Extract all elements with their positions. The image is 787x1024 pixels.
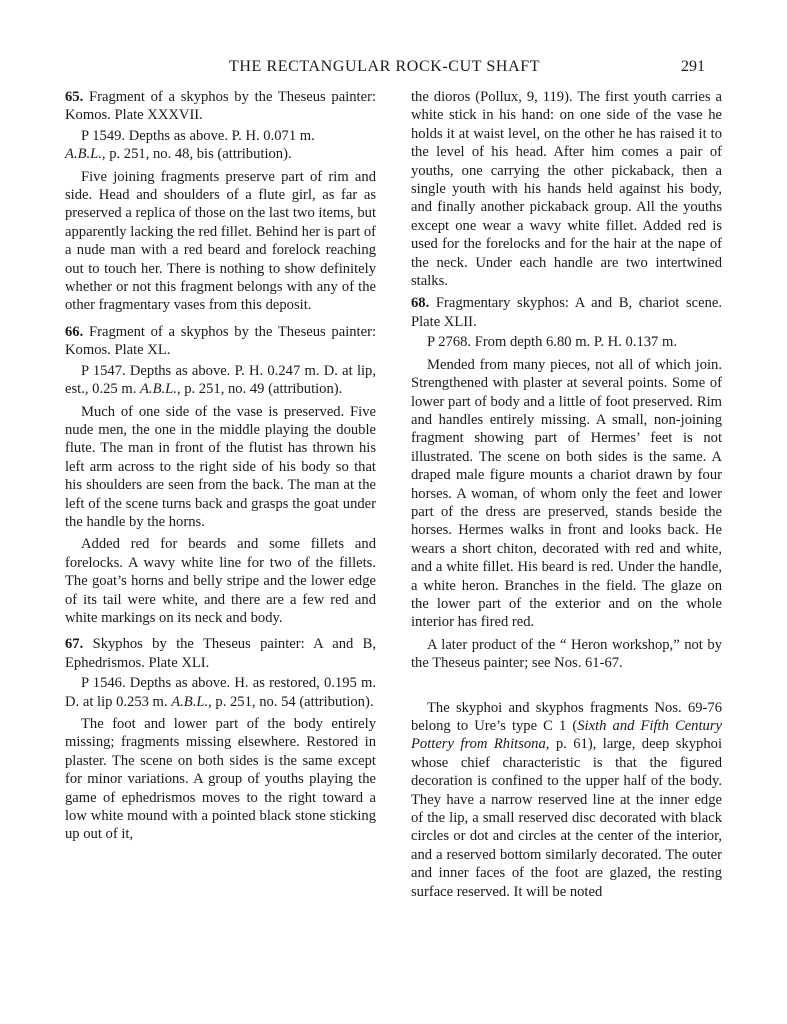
- entry-heading: [65, 635, 376, 672]
- entry-description: Five joining fragments preserve part of rim and side. Head and shoulders of a flute girl, as far as preserved a replica of those on the last two items, but apparently lacking the red fillet. Behind her is part of a nude man with a red beard and forelock reaching out to touch her. There is nothing to show definitely whether or not this fragment belongs with any of the other fragmentary vases from this deposit.: [65, 168, 376, 314]
- catalogue-entry-65: [65, 88, 376, 315]
- entry-heading: [65, 323, 376, 360]
- right-column: [411, 88, 722, 905]
- book-title: Sixth and Fifth Century Pottery from Rhitsona: [411, 718, 722, 753]
- entry-heading: [411, 294, 722, 331]
- entry-description-2: Added red for beards and some fillets and forelocks. A wavy white line for two of the fillets. The goat’s horns and belly stripe and the lower edge of its tail were white, and there are a few red and white markings on its neck and body.: [65, 536, 376, 626]
- inventory-line: P 1547. Depths as above. P. H. 0.247 m. D. at lip, est., 0.25 m. A.B.L., p. 251, no. 49 (attribution).: [65, 362, 376, 398]
- running-head: [0, 58, 787, 80]
- catalogue-entry-67: [65, 635, 376, 843]
- entry-title: Fragmentary skyphos: A and B, chariot scene. Plate XLII.: [411, 295, 722, 330]
- section-gap: [411, 681, 722, 699]
- entry-description: The foot and lower part of the body entirely missing; fragments missing elsewhere. Restored in plaster. The scene on both sides is the same except for minor variations. A group of youths playing the game of ephedrismos moves to the right toward a low white mound with a pointed black stone sticking up out of it,: [65, 716, 376, 843]
- abl-reference: A.B.L.: [65, 146, 102, 163]
- abl-reference: A.B.L.: [171, 693, 209, 710]
- entry-description: Mended from many pieces, not all of which join. Strengthened with plaster at several points. Some of lower part of body and a little of foot preserved. Rim and handles entirely missing. A small, non-joining fragment showing part of Hermes’ feet is not illustrated. The scene on both sides is the same. A draped male figure mounts a chariot drawn by four horses. A woman, of whom only the feet and lower part of the dress are preserved, stands beside the horses. Hermes walks in front and looks back. He wears a short chiton, decorated with red and white, and a white fillet. His beard is red. Under the handle, a white heron. Branches in the field. The glaze on the lower part of the exterior and on the whole interior has fired red.: [411, 356, 722, 631]
- entry-description: Much of one side of the vase is preserved. Five nude men, the one in the middle playing the double flute. The man in front of the flutist has thrown his left arm across to the right side of his body so that his shoulders are seen from the back. The man at the left of the scene turns back and grasps the goat under the handle by the horns.: [65, 403, 376, 530]
- entry-number: 66.: [65, 323, 84, 340]
- catalogue-entry-68: [411, 294, 722, 672]
- entry-title: Skyphos by the Theseus painter: A and B, Ephedrismos. Plate XLI.: [65, 636, 376, 671]
- entry-number: 67.: [65, 636, 84, 653]
- entry-title: Fragment of a skyphos by the Theseus painter: Komos. Plate XXXVII.: [65, 89, 377, 124]
- entry-title: Fragment of a skyphos by the Theseus painter: Komos. Plate XL.: [65, 323, 377, 359]
- inventory-line: P 1546. Depths as above. H. as restored, 0.195 m. D. at lip 0.253 m. A.B.L., p. 251, no. 54 (attribution).: [65, 675, 376, 710]
- inventory-line: P 1549. Depths as above. P. H. 0.071 m. A.B.L., p. 251, no. 48, bis (attribution).: [65, 127, 315, 163]
- inventory-line: P 2768. From depth 6.80 m. P. H. 0.137 m.: [427, 334, 678, 351]
- catalogue-entry-66: [65, 323, 376, 628]
- running-title: THE RECTANGULAR ROCK-CUT SHAFT: [229, 58, 541, 75]
- entry-number: 65.: [65, 89, 84, 105]
- summary-paragraph: The skyphoi and skyphos fragments Nos. 69-76 belong to Ure’s type C 1 (Sixth and Fifth Century Pottery from Rhitsona, p. 61), large, deep skyphoi whose chief characteristic is that the figured decoration is confined to the upper half of the body. They have a narrow reserved line at the inner edge of the lip, a small reserved disc decorated with black circles or dot and circles at the center of the interior, and a reserved bottom similarly decorated. The outer and inner faces of the foot are glazed, the resting surface reserved. It will be noted: [411, 699, 722, 900]
- abl-reference: A.B.L.: [140, 381, 177, 398]
- entry-heading: [65, 88, 376, 125]
- entry-description-2: A later product of the “ Heron workshop,” not by the Theseus painter; see Nos. 61-67.: [411, 636, 722, 672]
- entry-67-continued: the dioros (Pollux, 9, 119). The first youth carries a white stick in his hand: on one side of the vase he holds it at waist level, on the other he has raised it to the level of his head. After him comes a pair of youths, one carrying the other pickaback, then a single youth with his hands held against his body, and finally another pickaback group. All the youths except one wear a wavy white fillet. Added red is used for the forelocks and for the hair at the nape of the neck. Under each handle are two intertwined stalks.: [411, 89, 722, 290]
- left-column: [65, 88, 376, 852]
- page-number: 291: [681, 58, 705, 75]
- entry-number: 68.: [411, 295, 430, 312]
